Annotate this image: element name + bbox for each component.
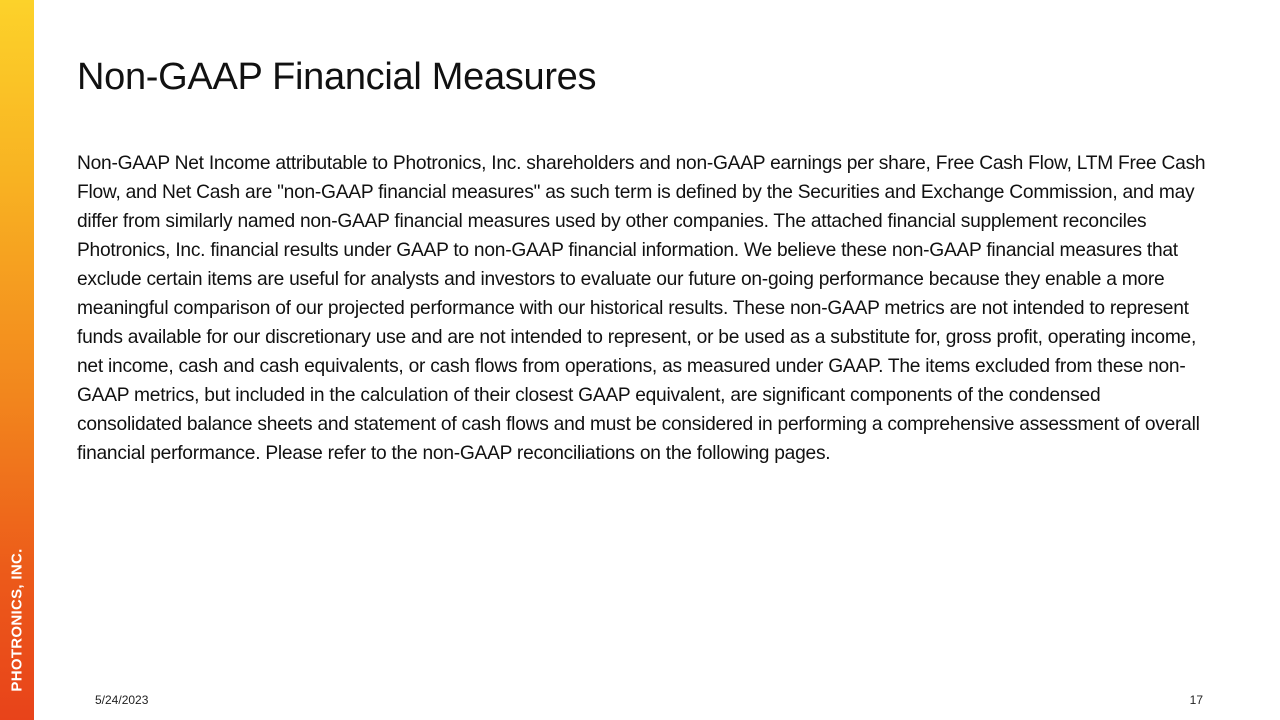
slide-title: Non-GAAP Financial Measures	[77, 56, 597, 98]
slide-body-paragraph: Non-GAAP Net Income attributable to Photronics, Inc. shareholders and non-GAAP earnings per share, Free Cash Flow, LTM Free Cash Flow, and Net Cash are "non-GAAP financial measures" as such term is defined by the Securities and Exchange Commission, and may differ from similarly named non-GAAP financial measures used by other companies. The attached financial supplement reconciles Photronics, Inc. financial results under GAAP to non-GAAP financial information. We believe these non-GAAP financial measures that exclude certain items are useful for analysts and investors to evaluate our future on-going performance because they enable a more meaningful comparison of our projected performance with our historical results. These non-GAAP metrics are not intended to represent funds available for our discretionary use and are not intended to represent, or be used as a substitute for, gross profit, operating income, net income, cash and cash equivalents, or cash flows from operations, as measured under GAAP. The items excluded from these non-GAAP metrics, but included in the calculation of their closest GAAP equivalent, are significant components of the condensed consolidated balance sheets and statement of cash flows and must be considered in performing a comprehensive assessment of overall financial performance. Please refer to the non-GAAP reconciliations on the following pages.	[77, 153, 1206, 464]
brand-side-bar	[0, 0, 34, 720]
page-number: 17	[1189, 693, 1203, 707]
footer-date: 5/24/2023	[95, 693, 149, 707]
company-name-label: PHOTRONICS, INC.	[8, 548, 26, 692]
